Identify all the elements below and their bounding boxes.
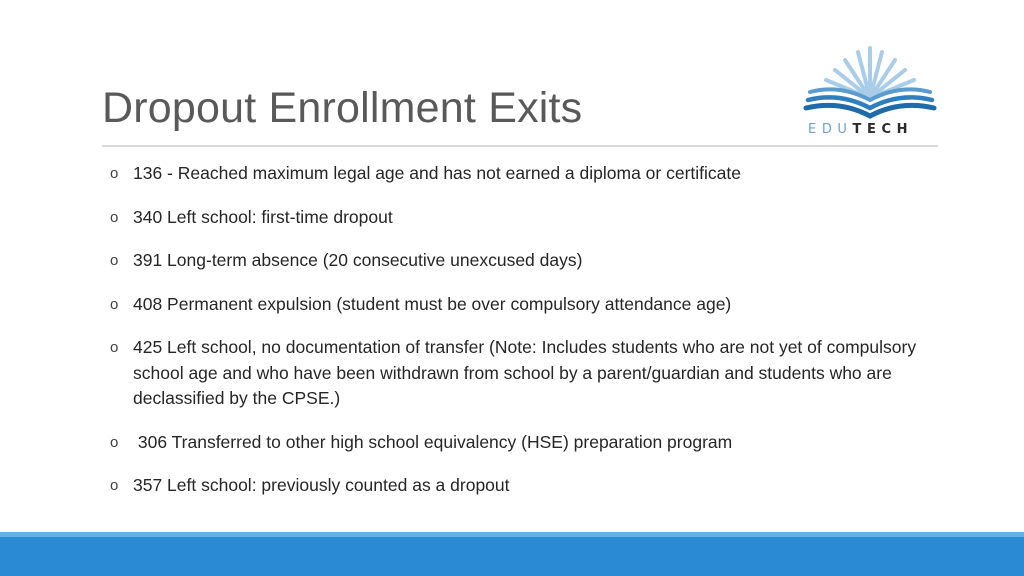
bullet-text: 136 - Reached maximum legal age and has not earned a diploma or certificate — [133, 163, 741, 183]
slide-title: Dropout Enrollment Exits — [102, 84, 583, 132]
bullet-text: 340 Left school: first-time dropout — [133, 206, 393, 227]
bullet-list — [106, 161, 926, 499]
bullet-text: 408 Permanent expulsion (student must be over compulsory attendance age) — [133, 293, 732, 314]
list-item — [106, 335, 926, 412]
list-item — [106, 473, 926, 499]
list-item — [106, 430, 926, 456]
bullet-marker: o — [110, 252, 119, 269]
list-item — [106, 292, 926, 318]
bullet-marker: o — [110, 477, 119, 494]
list-item — [106, 248, 926, 274]
bullet-marker: o — [110, 295, 119, 313]
bullet-marker: o — [110, 339, 119, 356]
bullet-text: 425 Left school, no documentation of transfer (Note: Includes students who are not yet of compulsory school age and who have been withdrawn from school by a parent/guardian and students who are declassified by the CPSE.) — [133, 337, 917, 408]
list-item — [106, 161, 926, 187]
bullet-text: 306 Transferred to other high school equivalency (HSE) preparation program — [133, 431, 733, 452]
list-item — [106, 205, 926, 231]
bullet-text: 391 Long-term absence (20 consecutive unexcused days) — [133, 250, 583, 270]
footer-bar — [0, 532, 1024, 576]
title-divider — [102, 145, 938, 147]
logo-wordmark — [808, 122, 932, 137]
logo-edu: EDU — [808, 122, 853, 137]
bullet-marker: o — [110, 208, 119, 226]
bullet-text: 357 Left school: previously counted as a dropout — [133, 475, 510, 495]
bullet-marker: o — [110, 433, 119, 451]
logo-tech: TECH — [852, 122, 914, 137]
bullet-marker: o — [110, 165, 119, 182]
